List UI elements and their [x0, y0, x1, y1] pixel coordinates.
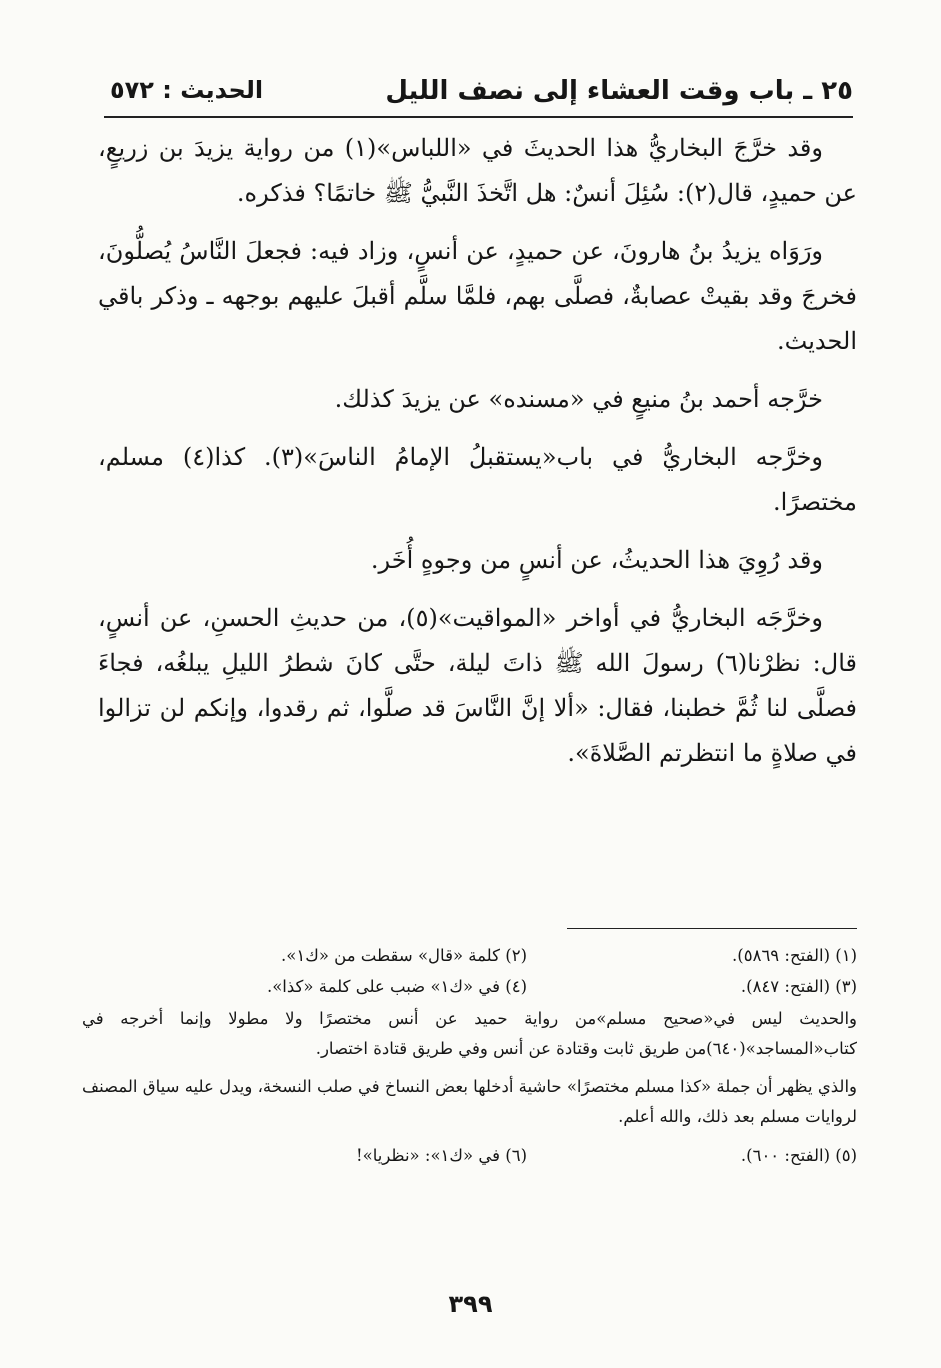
footnote-row [82, 940, 857, 971]
paragraph-4: وخرَّجه البخاريُّ في باب«يستقبلُ الإمامُ الناسَ»(٣). كذا(٤) مسلم، مختصرًا. [98, 443, 857, 516]
page-number: ٣٩٩ [448, 1290, 493, 1318]
paragraph-2: ورَوَاه يزيدُ بنُ هارونَ، عن حميدٍ، عن أنسٍ، وزاد فيه: فجعلَ النَّاسُ يُصلُّونَ، فخرجَ وقد بقيتْ عصابةٌ، فصلَّى بهم، فلمَّا سلَّم أقبلَ عليهم بوجهه ـ وذكر باقي الحديث. [98, 237, 857, 355]
chapter-title: ٢٥ ـ باب وقت العشاء إلى نصف الليل [385, 76, 853, 106]
hadith-number: الحديث : ٥٧٢ [110, 76, 264, 104]
footnote-4-note-b: والذي يظهر أن جملة «كذا مسلم مختصرًا» حاشية أدخلها بعض النساخ في صلب النسخة، ويدل عليه سياق المصنف لروايات مسلم بعد ذلك، والله أعلم. [82, 1077, 857, 1126]
paragraph-5: وقد رُوِيَ هذا الحديثُ، عن أنسٍ من وجوهٍ أُخَر. [370, 546, 823, 574]
footnote-row [82, 1140, 857, 1171]
paragraph-3: خرَّجه أحمد بنُ منيعٍ في «مسنده» عن يزيدَ كذلك. [334, 385, 823, 413]
footnote-2: (٢) كلمة «قال» سقطت من «ك١». [281, 946, 527, 965]
running-header [104, 72, 853, 118]
paragraph-6: وخرَّجَه البخاريُّ في أواخر «المواقيت»(٥)، من حديثِ الحسنِ، عن أنسٍ، قال: نظرْنا(٦) رسولَ الله ﷺ ذاتَ ليلة، حتَّى كانَ شطرُ الليلِ يبلغُه، فجاءَ فصلَّى لنا ثُمَّ خطبنا، فقال: «ألا إنَّ النَّاسَ قد صلَّوا، ثم رقدوا، وإنكم لن تزالوا في صلاةٍ ما انتظرتم الصَّلاةَ». [98, 604, 857, 767]
footnote-4: (٤) في «ك١» ضبب على كلمة «كذا». [266, 977, 527, 996]
footnote-separator [567, 928, 857, 929]
footnote-3: (٣) (الفتح: ٨٤٧). [740, 977, 857, 996]
paragraph-1: وقد خرَّجَ البخاريُّ هذا الحديثَ في «اللباس»(١) من رواية يزيدَ بن زريعٍ، عن حميدٍ، قال(٢): سُئِلَ أنسٌ: هل اتَّخذَ النَّبيُّ ﷺ خاتمًا؟ فذكره. [98, 134, 857, 207]
footnotes [82, 940, 857, 1171]
footnote-4-note-a: والحديث ليس في«صحيح مسلم»من رواية حميد عن أنس مختصرًا ولا مطولا وإنما أخرجه في كتاب«المساجد»(٦٤٠)من طريق ثابت وقتادة عن أنس وفي طريق قتادة اختصار. [82, 1009, 857, 1058]
footnote-6: (٦) في «ك١»: «نظريا»! [355, 1146, 527, 1165]
footnote-5: (٥) (الفتح: ٦٠٠). [740, 1146, 857, 1165]
footnote-row [82, 971, 857, 1002]
footnote-1: (١) (الفتح: ٥٨٦٩). [732, 946, 857, 965]
main-text [98, 126, 857, 789]
